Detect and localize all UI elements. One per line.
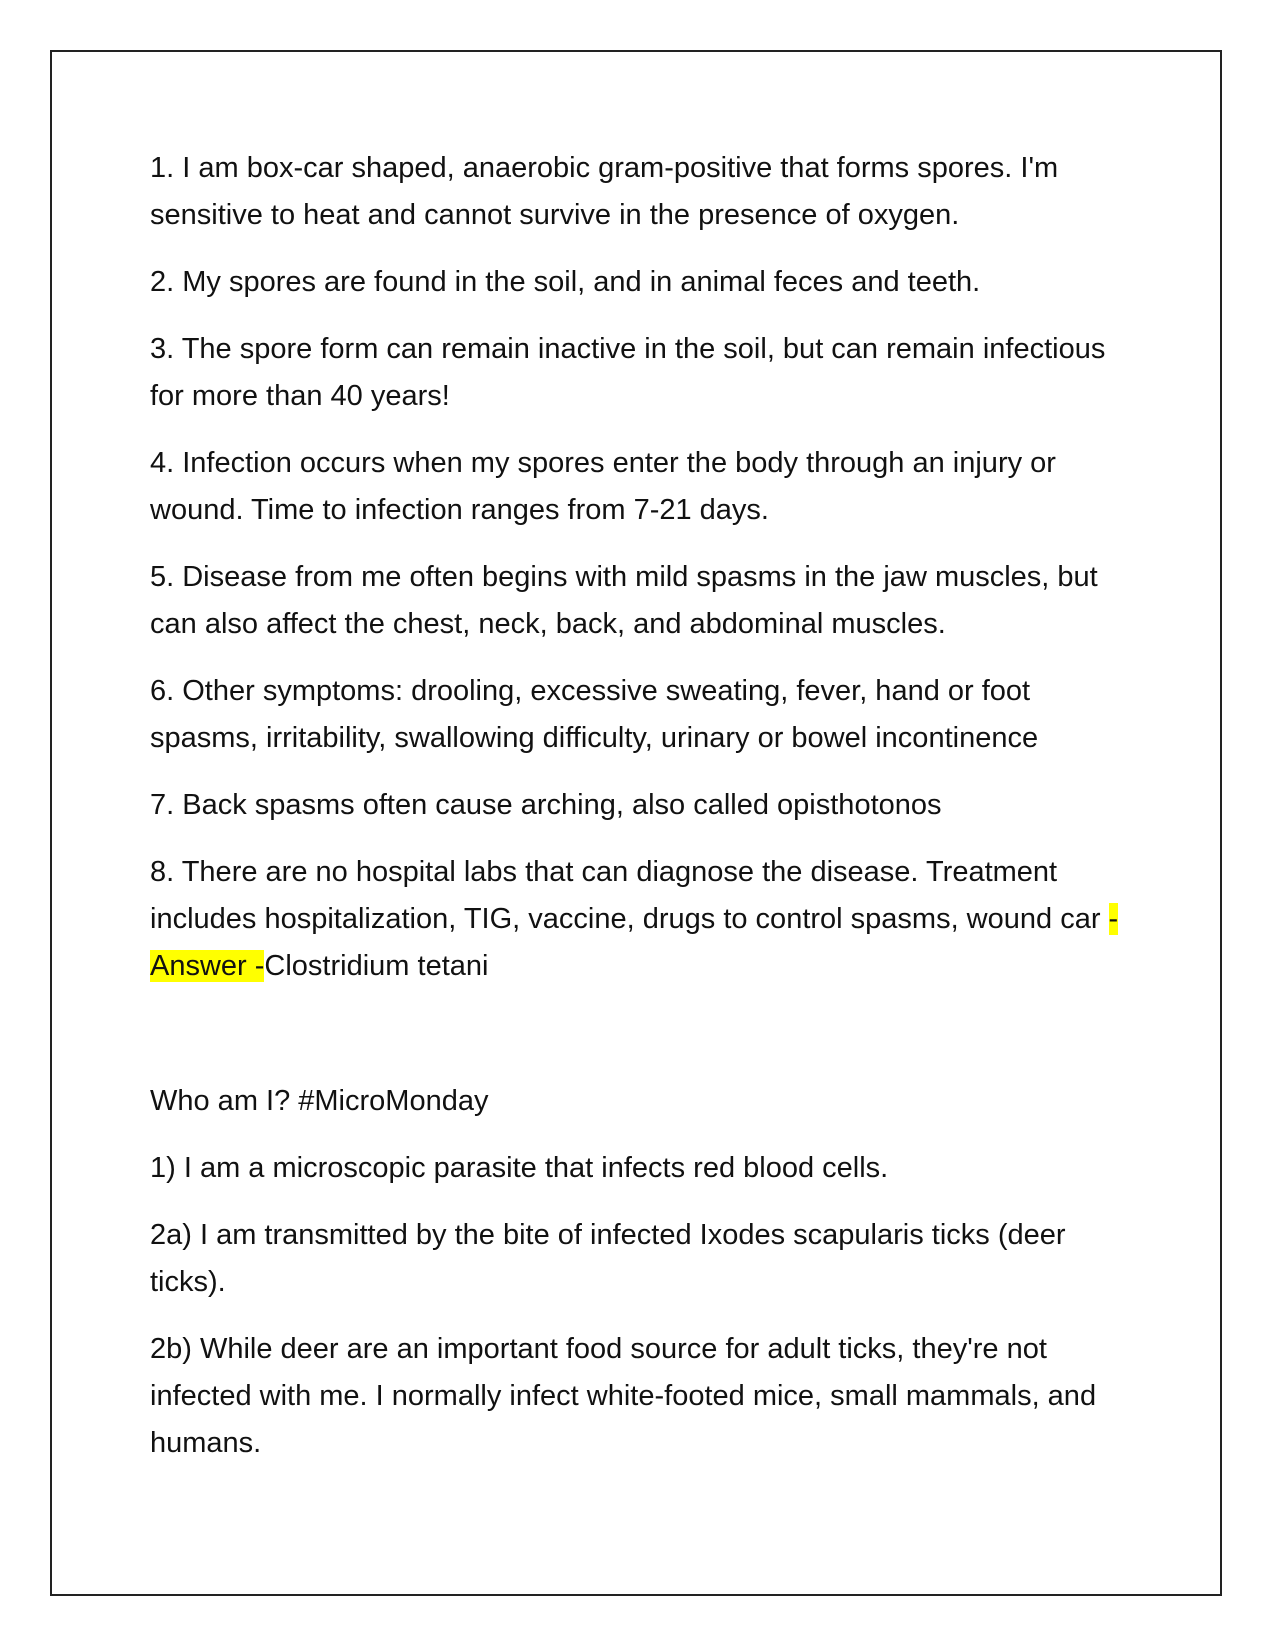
clue-5: 5. Disease from me often begins with mild spasms in the jaw muscles, but can also affect the chest, neck, back, and abdominal muscles. xyxy=(150,561,1098,640)
answer-text: Clostridium tetani xyxy=(264,950,489,982)
section-spacer xyxy=(150,1010,1130,1078)
document-body xyxy=(150,145,1130,1487)
section-heading: Who am I? #MicroMonday xyxy=(150,1085,489,1117)
answer-marker: - Answer - xyxy=(150,903,1119,982)
clue-8: 8. There are no hospital labs that can diagnose the disease. Treatment includes hospitalization, TIG, vaccine, drugs to control spasms, wound car xyxy=(150,856,1109,935)
clue-2-2a: 2a) I am transmitted by the bite of infected Ixodes scapularis ticks (deer ticks). xyxy=(150,1219,1066,1298)
clue-3: 3. The spore form can remain inactive in the soil, but can remain infectious for more than 40 years! xyxy=(150,333,1106,412)
clue-8-with-answer xyxy=(150,849,1130,990)
clue-7: 7. Back spasms often cause arching, also called opisthotonos xyxy=(150,789,942,821)
clue-2-2b: 2b) While deer are an important food source for adult ticks, they're not infected with me. I normally infect white-footed mice, small mammals, and humans. xyxy=(150,1333,1097,1459)
clue-1: 1. I am box-car shaped, anaerobic gram-positive that forms spores. I'm sensitive to heat and cannot survive in the presence of oxygen. xyxy=(150,152,1059,231)
clue-2: 2. My spores are found in the soil, and in animal feces and teeth. xyxy=(150,266,981,298)
clue-2-1: 1) I am a microscopic parasite that infects red blood cells. xyxy=(150,1152,889,1184)
clue-6: 6. Other symptoms: drooling, excessive sweating, fever, hand or foot spasms, irritability, swallowing difficulty, urinary or bowel incontinence xyxy=(150,675,1039,754)
clue-4: 4. Infection occurs when my spores enter the body through an injury or wound. Time to infection ranges from 7-21 days. xyxy=(150,447,1056,526)
